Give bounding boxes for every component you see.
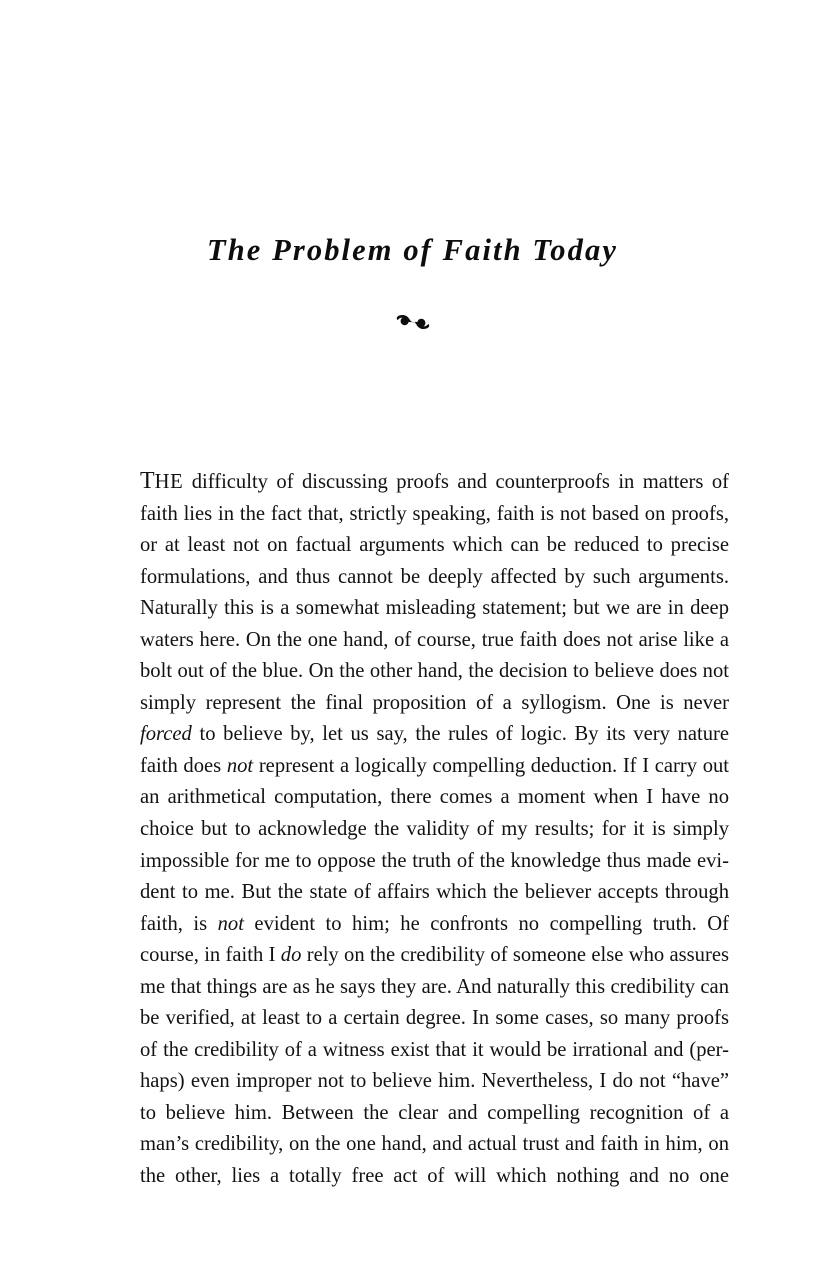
lead-initial-letter: T — [140, 468, 155, 494]
paragraph-segment-7: evident to him; he confronts no compelling truth. Of course, in faith I — [140, 912, 729, 967]
paragraph-segment-9: rely on the credibility of someone else who assures me that things are as he says they are. And naturally this credibility can be verified, at least to a certain degree. In some cases, so many proofs of the credibility of a witness exist that it would be irrational and (per-haps) even improper not to believe him. Nevertheless, I do not “have” to believe him. Between the clear and compelling recognition of a man’s credibility, on the one hand, and actual trust and faith in him, on the other, lies a totally free act of will which nothing and no one — [140, 944, 729, 1188]
paragraph-segment-2-italic: forced — [140, 723, 192, 746]
body-text-block — [140, 466, 729, 1193]
fleuron-ornament — [0, 306, 825, 346]
paragraph-segment-4-italic: not — [226, 754, 254, 777]
paragraph-segment-5: represent a logically compelling deduction. If I carry out an arithmetical computation, there comes a moment when I have no choice but to acknowledge the validity of my results; for it is simply impossible for me to oppose the truth of the knowledge thus made evi-dent to me. But the state of affairs which the believer accepts through faith, is — [140, 754, 730, 935]
opening-paragraph — [140, 466, 729, 1193]
fleuron-horizontal-double-leaf-icon — [393, 310, 433, 334]
paragraph-segment-6-italic: not — [217, 912, 244, 935]
chapter-title: The Problem of Faith Today — [207, 233, 618, 268]
lead-smallcaps: HE — [154, 471, 184, 493]
paragraph-segment-3: to believe by, let us say, the rules of logic. By its very nature faith does — [140, 723, 729, 777]
paragraph-segment-1: difficulty of discussing proofs and counterproofs in matters of faith lies in the fact that, strictly speaking, faith is not based on proofs, or at least not on factual arguments which can be reduced to precise formulations, and thus cannot be deeply affected by such arguments. Naturally this is a somewhat misleading statement; but we are in deep waters here. On the one hand, of course, true faith does not arise like a bolt out of the blue. On the other hand, the decision to believe does not simply represent the final proposition of a syllogism. One is never — [140, 471, 730, 714]
paragraph-segment-8-italic: do — [280, 944, 302, 967]
